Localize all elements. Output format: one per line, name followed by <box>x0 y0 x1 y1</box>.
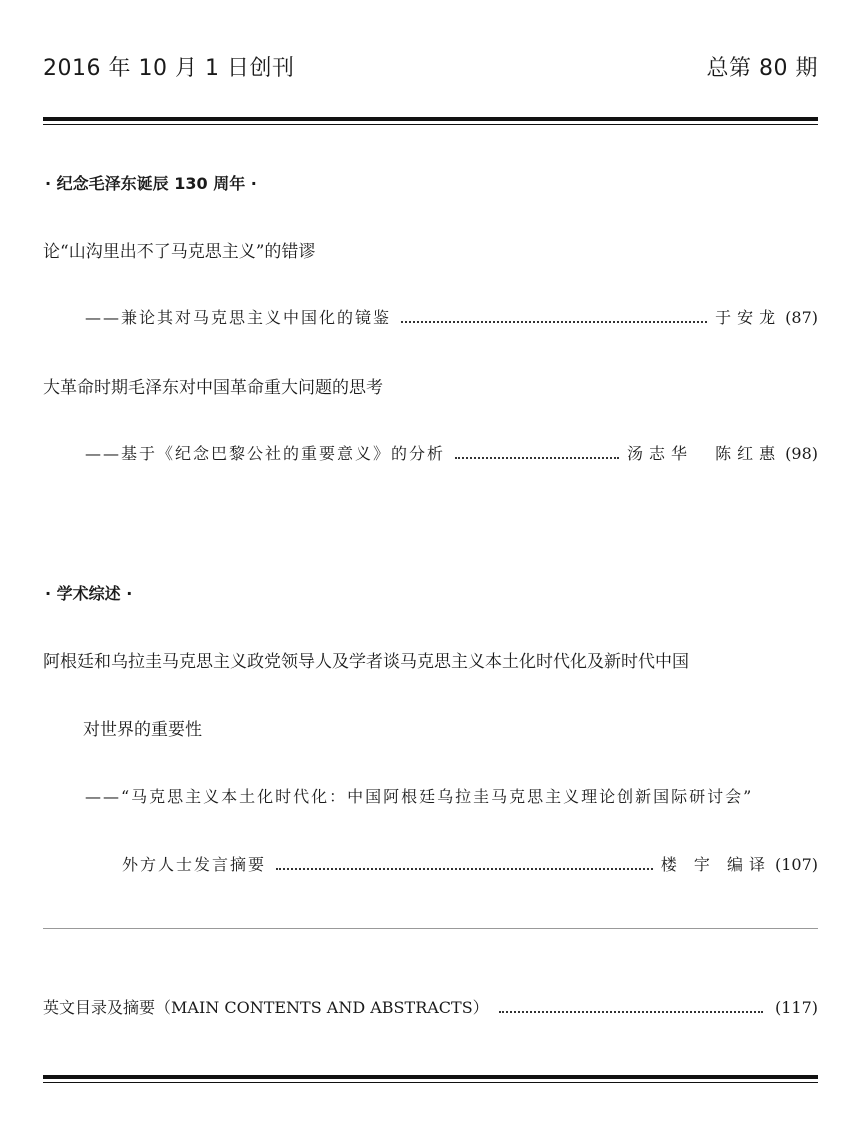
article-author: 楼 宇 编译 <box>660 855 771 874</box>
article-title: 大革命时期毛泽东对中国革命重大问题的思考 <box>43 378 383 398</box>
page-number: (107) <box>774 855 818 874</box>
article-title-line1: 阿根廷和乌拉圭马克思主义政党领导人及学者谈马克思主义本土化时代化及新时代中国 <box>43 652 689 672</box>
article-subtitle-line2: 外方人士发言摘要 <box>122 855 267 874</box>
footer-rule-thick <box>43 1075 818 1079</box>
toc-entry <box>122 852 818 875</box>
toc-entry <box>85 305 818 328</box>
section-heading: · 纪念毛泽东诞辰 130 周年 · <box>45 174 257 193</box>
header-rule-thin <box>43 124 818 125</box>
dot-leader <box>401 320 707 323</box>
dot-leader <box>276 867 653 870</box>
page-number: (87) <box>785 308 818 327</box>
article-subtitle: ——兼论其对马克思主义中国化的镜鉴 <box>85 308 392 327</box>
footer-rule-thin <box>43 1082 818 1083</box>
dot-leader <box>455 456 619 459</box>
toc-entry <box>85 441 818 464</box>
section-divider <box>43 928 818 929</box>
header-rule-thick <box>43 117 818 121</box>
article-author: 汤志华 陈红惠 <box>626 444 782 463</box>
issue-number: 总第 80 期 <box>706 56 818 81</box>
page-number: (117) <box>774 998 818 1017</box>
page-number: (98) <box>785 444 818 463</box>
article-title: 论“山沟里出不了马克思主义”的错谬 <box>43 242 316 262</box>
toc-entry-appendix <box>43 995 818 1018</box>
founding-date: 2016 年 10 月 1 日创刊 <box>43 56 295 81</box>
article-subtitle: ——基于《纪念巴黎公社的重要意义》的分析 <box>85 444 446 463</box>
article-title-line2: 对世界的重要性 <box>83 720 202 740</box>
section-heading: · 学术综述 · <box>45 584 133 603</box>
article-subtitle-line1: ——“马克思主义本土化时代化：中国阿根廷乌拉圭马克思主义理论创新国际研讨会” <box>85 787 754 806</box>
dot-leader <box>499 1010 763 1013</box>
article-author: 于安龙 <box>715 308 782 327</box>
appendix-title: 英文目录及摘要（MAIN CONTENTS AND ABSTRACTS） <box>43 998 489 1017</box>
